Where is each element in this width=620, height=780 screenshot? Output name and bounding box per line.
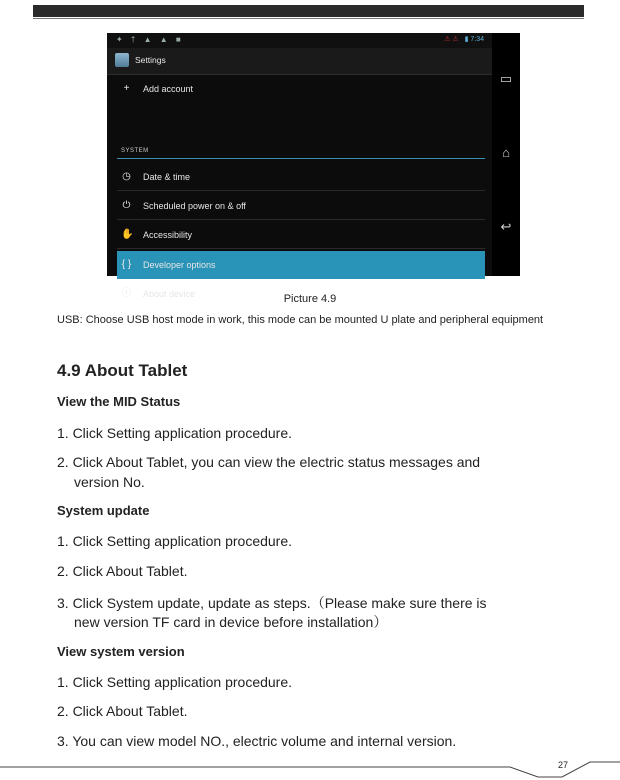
status-right xyxy=(444,35,484,43)
battery-icon: ▮ xyxy=(464,36,469,43)
status-icons: ✦ † ▲ ▲ ■ xyxy=(116,35,184,44)
settings-item-accessibility[interactable] xyxy=(117,221,485,249)
recent-apps-icon[interactable]: ▭ xyxy=(499,71,513,86)
braces-icon: { } xyxy=(121,259,132,270)
system-update-heading: System update xyxy=(57,503,150,518)
divider xyxy=(117,248,485,249)
settings-item-date-time[interactable] xyxy=(117,163,485,191)
power-icon: ⏻ xyxy=(122,200,131,211)
system-update-step-3: 3. Click System update, update as steps.（Please make sure there is xyxy=(57,595,487,611)
action-bar-title: Settings xyxy=(135,55,166,65)
settings-item-scheduled-power[interactable] xyxy=(117,192,485,220)
status-bar xyxy=(107,33,492,48)
navigation-bar xyxy=(492,33,520,276)
figure-caption: Picture 4.9 xyxy=(283,293,337,305)
system-version-step-2: 2. Click About Tablet. xyxy=(57,703,188,719)
mid-status-step-2-cont: version No. xyxy=(74,474,145,490)
divider xyxy=(117,219,485,220)
status-time: 7:34 xyxy=(470,36,484,43)
warning-icons: ⚠ ⚠ xyxy=(444,36,459,43)
settings-item-label: Add account xyxy=(143,84,194,94)
system-update-step-3-cont: new version TF card in device before installation） xyxy=(74,614,388,630)
usb-note: USB: Choose USB host mode in work, this mode can be mounted U plate and peripheral equipment xyxy=(57,314,544,326)
settings-item-label: Scheduled power on & off xyxy=(143,201,246,211)
settings-item-label: About device xyxy=(143,289,196,299)
settings-item-label: Date & time xyxy=(143,172,191,182)
settings-item-developer-options[interactable] xyxy=(117,251,485,279)
clock-icon: ◷ xyxy=(122,171,131,182)
settings-item-label: Developer options xyxy=(143,260,216,270)
divider xyxy=(117,190,485,191)
system-version-heading: View system version xyxy=(57,644,185,659)
settings-item-label: Accessibility xyxy=(143,230,193,240)
section-heading: 4.9 About Tablet xyxy=(57,361,188,380)
system-version-step-1: 1. Click Setting application procedure. xyxy=(57,674,293,690)
mid-status-step-1: 1. Click Setting application procedure. xyxy=(57,425,293,441)
system-update-step-1: 1. Click Setting application procedure. xyxy=(57,533,293,549)
settings-item-add-account[interactable] xyxy=(117,75,485,103)
hand-icon: ✋ xyxy=(121,229,134,240)
home-icon[interactable]: ⌂ xyxy=(502,145,510,160)
info-icon: ⓘ xyxy=(121,288,132,299)
section-header-system: SYSTEM xyxy=(121,148,149,154)
system-update-step-2: 2. Click About Tablet. xyxy=(57,563,188,579)
footer-rule xyxy=(0,755,620,780)
settings-app-icon xyxy=(115,53,129,67)
system-version-step-3: 3. You can view model NO., electric volume and internal version. xyxy=(57,733,457,749)
mid-status-step-2: 2. Click About Tablet, you can view the electric status messages and xyxy=(57,454,481,470)
section-divider xyxy=(117,158,485,159)
back-icon[interactable]: ↩ xyxy=(500,219,512,234)
mid-status-heading: View the MID Status xyxy=(57,394,181,409)
header-bar xyxy=(33,5,584,17)
plus-icon: + xyxy=(123,83,130,94)
page-number: 27 xyxy=(558,760,569,770)
action-bar xyxy=(107,48,492,75)
